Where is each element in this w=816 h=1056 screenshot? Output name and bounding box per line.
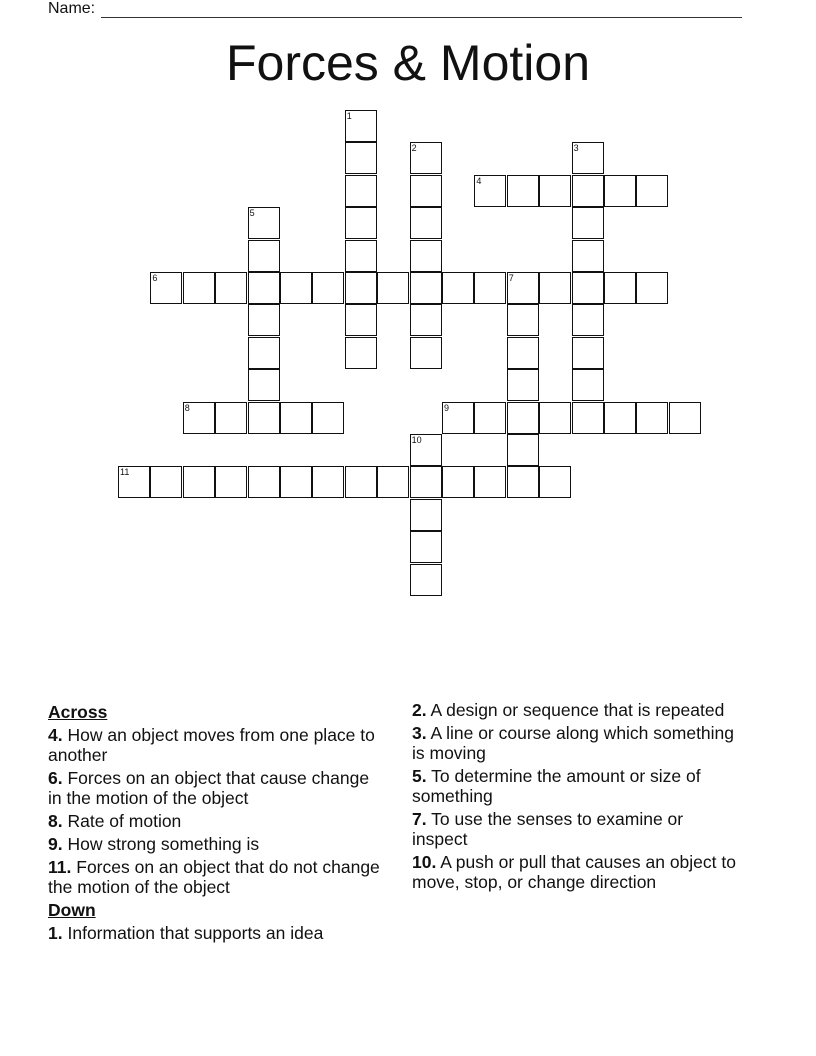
clue-text: Information that supports an idea bbox=[67, 923, 324, 943]
across-heading: Across bbox=[48, 702, 108, 722]
grid-cell[interactable] bbox=[410, 499, 442, 531]
cell-number: 10 bbox=[411, 435, 422, 445]
clue-number: 3. bbox=[412, 723, 427, 743]
grid-cell[interactable] bbox=[345, 110, 377, 142]
grid-cell[interactable] bbox=[442, 466, 474, 498]
clue-down bbox=[412, 700, 742, 720]
clue-across bbox=[48, 811, 383, 831]
name-field-line[interactable] bbox=[101, 3, 742, 18]
grid-cell[interactable] bbox=[507, 337, 539, 369]
grid-cell[interactable] bbox=[377, 272, 409, 304]
grid-cell[interactable] bbox=[539, 272, 571, 304]
grid-cell[interactable] bbox=[248, 466, 280, 498]
clue-text: Forces on an object that cause change in the motion of the object bbox=[48, 768, 370, 808]
grid-cell[interactable] bbox=[410, 531, 442, 563]
grid-cell[interactable] bbox=[410, 272, 442, 304]
grid-cell[interactable] bbox=[183, 466, 215, 498]
cell-number: 3 bbox=[573, 143, 579, 154]
grid-cell[interactable] bbox=[248, 402, 280, 434]
grid-cell[interactable] bbox=[507, 466, 539, 498]
clue-down bbox=[48, 923, 383, 943]
grid-cell[interactable] bbox=[345, 304, 377, 336]
grid-cell[interactable] bbox=[183, 272, 215, 304]
grid-cell[interactable] bbox=[248, 337, 280, 369]
grid-cell[interactable] bbox=[507, 272, 539, 304]
grid-cell[interactable] bbox=[604, 402, 636, 434]
clue-number: 10. bbox=[412, 852, 437, 872]
grid-cell[interactable] bbox=[345, 207, 377, 239]
grid-cell[interactable] bbox=[572, 142, 604, 174]
grid-cell[interactable] bbox=[345, 466, 377, 498]
grid-cell[interactable] bbox=[377, 466, 409, 498]
clue-text: How an object moves from one place to another bbox=[48, 725, 375, 765]
grid-cell[interactable] bbox=[280, 466, 312, 498]
cell-number: 8 bbox=[184, 402, 190, 413]
clue-text: Forces on an object that do not change the motion of the object bbox=[48, 857, 380, 897]
grid-cell[interactable] bbox=[539, 402, 571, 434]
clue-number: 7. bbox=[412, 809, 427, 829]
grid-cell[interactable] bbox=[474, 272, 506, 304]
grid-cell[interactable] bbox=[215, 402, 247, 434]
grid-cell[interactable] bbox=[183, 402, 215, 434]
grid-cell[interactable] bbox=[669, 402, 701, 434]
cell-number: 2 bbox=[411, 143, 417, 154]
grid-cell[interactable] bbox=[248, 272, 280, 304]
grid-cell[interactable] bbox=[507, 175, 539, 207]
grid-cell[interactable] bbox=[280, 402, 312, 434]
grid-cell[interactable] bbox=[572, 337, 604, 369]
grid-cell[interactable] bbox=[572, 240, 604, 272]
page-title: Forces & Motion bbox=[225, 35, 590, 91]
clue-down bbox=[412, 852, 742, 892]
clue-across bbox=[48, 834, 383, 854]
grid-cell[interactable] bbox=[248, 369, 280, 401]
grid-cell[interactable] bbox=[410, 466, 442, 498]
name-label: Name: bbox=[48, 0, 96, 17]
clue-text: A line or course along which something is moving bbox=[412, 723, 735, 763]
grid-cell[interactable] bbox=[507, 304, 539, 336]
grid-cell[interactable] bbox=[345, 142, 377, 174]
grid-cell[interactable] bbox=[636, 402, 668, 434]
grid-cell[interactable] bbox=[150, 272, 182, 304]
grid-cell[interactable] bbox=[312, 272, 344, 304]
grid-cell[interactable] bbox=[345, 240, 377, 272]
grid-cell[interactable] bbox=[410, 564, 442, 596]
grid-cell[interactable] bbox=[248, 240, 280, 272]
cell-number: 11 bbox=[120, 467, 130, 478]
cell-number: 4 bbox=[476, 175, 482, 186]
grid-cell[interactable] bbox=[410, 142, 442, 174]
cell-number: 5 bbox=[249, 208, 255, 219]
clue-text: To determine the amount or size of something bbox=[412, 766, 701, 806]
grid-cell[interactable] bbox=[410, 240, 442, 272]
clue-across bbox=[48, 725, 383, 765]
clue-number: 8. bbox=[48, 811, 63, 831]
grid-cell[interactable] bbox=[248, 207, 280, 239]
clue-number: 6. bbox=[48, 768, 63, 788]
grid-cell[interactable] bbox=[474, 402, 506, 434]
grid-cell[interactable] bbox=[507, 402, 539, 434]
grid-cell[interactable] bbox=[604, 272, 636, 304]
clue-number: 2. bbox=[412, 700, 427, 720]
grid-cell[interactable] bbox=[539, 175, 571, 207]
grid-cell[interactable] bbox=[507, 369, 539, 401]
cell-number: 7 bbox=[508, 273, 514, 283]
clue-down bbox=[412, 809, 742, 849]
clues-column-right bbox=[412, 700, 742, 895]
clue-number: 1. bbox=[48, 923, 63, 943]
clue-down bbox=[412, 766, 742, 806]
clue-text: A push or pull that causes an object to move, stop, or change direction bbox=[412, 852, 736, 892]
grid-cell[interactable] bbox=[572, 207, 604, 239]
grid-cell[interactable] bbox=[410, 304, 442, 336]
grid-cell[interactable] bbox=[345, 272, 377, 304]
grid-cell[interactable] bbox=[312, 466, 344, 498]
grid-cell[interactable] bbox=[507, 434, 539, 466]
grid-cell[interactable] bbox=[345, 337, 377, 369]
grid-cell[interactable] bbox=[474, 466, 506, 498]
grid-cell[interactable] bbox=[442, 402, 474, 434]
grid-cell[interactable] bbox=[410, 175, 442, 207]
clue-number: 4. bbox=[48, 725, 63, 745]
cell-number: 6 bbox=[152, 273, 158, 283]
name-row bbox=[48, 0, 742, 18]
clue-across bbox=[48, 857, 383, 897]
clue-text: A design or sequence that is repeated bbox=[430, 700, 725, 720]
clue-across bbox=[48, 768, 383, 808]
clue-number: 9. bbox=[48, 834, 63, 854]
grid-cell[interactable] bbox=[118, 466, 150, 498]
grid-cell[interactable] bbox=[572, 175, 604, 207]
clue-down bbox=[412, 723, 742, 763]
grid-cell[interactable] bbox=[410, 207, 442, 239]
grid-cell[interactable] bbox=[345, 175, 377, 207]
grid-cell[interactable] bbox=[410, 337, 442, 369]
grid-cell[interactable] bbox=[636, 175, 668, 207]
grid-cell[interactable] bbox=[636, 272, 668, 304]
clue-text: How strong something is bbox=[67, 834, 260, 854]
cell-number: 1 bbox=[346, 111, 352, 121]
grid-cell[interactable] bbox=[215, 272, 247, 304]
grid-cell[interactable] bbox=[604, 175, 636, 207]
grid-cell[interactable] bbox=[410, 434, 442, 466]
clue-number: 11. bbox=[48, 857, 72, 877]
grid-cell[interactable] bbox=[539, 466, 571, 498]
grid-cell[interactable] bbox=[474, 175, 506, 207]
grid-cell[interactable] bbox=[572, 369, 604, 401]
grid-cell[interactable] bbox=[572, 304, 604, 336]
grid-cell[interactable] bbox=[248, 304, 280, 336]
down-heading: Down bbox=[48, 900, 96, 920]
clue-number: 5. bbox=[412, 766, 427, 786]
grid-cell[interactable] bbox=[215, 466, 247, 498]
grid-cell[interactable] bbox=[312, 402, 344, 434]
grid-cell[interactable] bbox=[572, 402, 604, 434]
grid-cell[interactable] bbox=[442, 272, 474, 304]
cell-number: 9 bbox=[444, 402, 450, 413]
clue-text: To use the senses to examine or inspect bbox=[412, 809, 684, 849]
grid-cell[interactable] bbox=[150, 466, 182, 498]
clues-column-left bbox=[48, 700, 383, 946]
clue-text: Rate of motion bbox=[67, 811, 182, 831]
grid-cell[interactable] bbox=[280, 272, 312, 304]
grid-cell[interactable] bbox=[572, 272, 604, 304]
